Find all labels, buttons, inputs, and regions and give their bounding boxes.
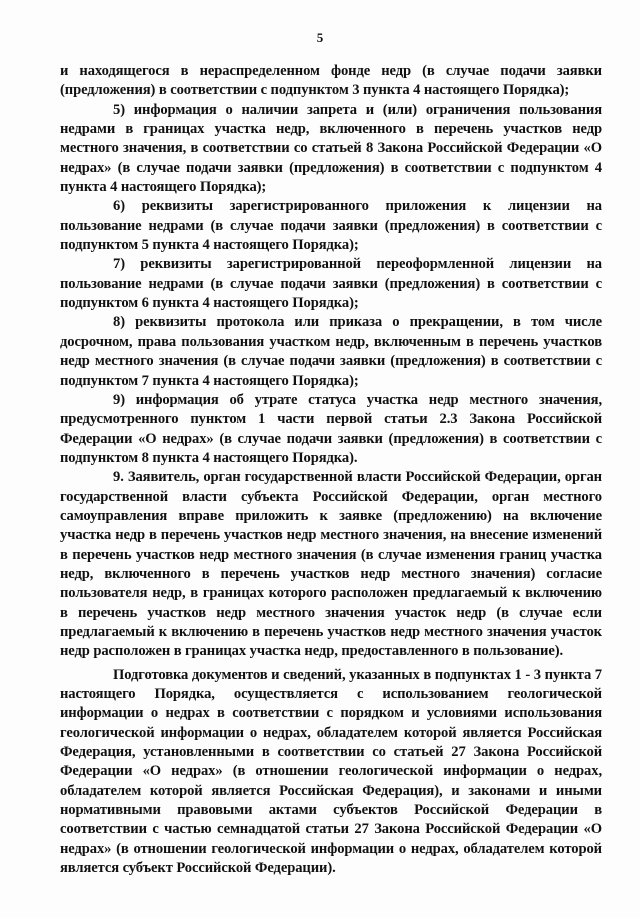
paragraph-item-7: 7) реквизиты зарегистрированной переоформленной лицензии на пользование недрами (в случае подачи заявки (предложения) в соответствии с подпунктом 6 пункта 4 настоящего Порядка); — [60, 256, 602, 312]
paragraph-item-5: 5) информация о наличии запрета и (или) ограничения пользования недрами в границах участка недр, включенного в перечень участков недр местного значения, в соответствии со статьей 8 Закона Российской Федерации «О недрах» (в случае подачи заявки (предложения) в соответствии с подпунктом 4 пункта 4 настоящего Порядка); — [60, 101, 602, 196]
paragraph-preparation-of-documents: Подготовка документов и сведений, указанных в подпунктах 1 - 3 пункта 7 настоящего Порядка, осуществляется с использованием геологической информации о недрах в соответствии с порядком и условиями использования геологической информации о недрах, обладателем которой является Российская Федерация, установленными в соответствии со статьей 27 Закона Российской Федерации «О недрах» (в отношении геологической информации о недрах, обладателем которой является Российская Федерация), и законами и иными нормативными правовыми актами субъектов Российской Федерации в соответствии с частью семнадцатой статьи 27 Закона Российской Федерации «О недрах» (в отношении геологической информации о недрах, обладателем которой является субъект Российской Федерации). — [60, 666, 602, 877]
paragraph-continuation: и находящегося в нераспределенном фонде недр (в случае подачи заявки (предложения) в соответствии с подпунктом 3 пункта 4 настоящего Порядка); — [60, 63, 602, 99]
paragraph-clause-9: 9. Заявитель, орган государственной власти Российской Федерации, орган государственной власти субъекта Российской Федерации, орган местного самоуправления вправе приложить к заявке (предложению) на включение участка недр в перечень участков недр местного значения, на внесение изменений в перечень участков недр местного значения (в случае изменения границ участка недр, включенного в перечень участков недр местного значения) согласие пользователя недр, в границах которого расположен предлагаемый к включению в перечень участков недр местного значения участок недр (в случае если предлагаемый к включению в перечень участков недр местного значения участок недр расположен в границах участка недр, предоставленного в пользование). — [60, 469, 602, 660]
document-body — [60, 62, 602, 878]
paragraph-item-9: 9) информация об утрате статуса участка недр местного значения, предусмотренного пунктом 1 части первой статьи 2.3 Закона Российской Федерации «О недрах» (в случае подачи заявки (предложения) в соответствии с подпунктом 8 пункта 4 настоящего Порядка). — [60, 391, 602, 466]
paragraph-item-8: 8) реквизиты протокола или приказа о прекращении, в том числе досрочном, права пользования участком недр, включенным в перечень участков недр местного значения (в случае подачи заявки (предложения) в соответствии с подпунктом 7 пункта 4 настоящего Порядка); — [60, 314, 602, 389]
paragraph-item-6: 6) реквизиты зарегистрированного приложения к лицензии на пользование недрами (в случае подачи заявки (предложения) в соответствии с подпунктом 5 пункта 4 настоящего Порядка); — [60, 198, 602, 254]
page-number: 5 — [316, 30, 324, 45]
